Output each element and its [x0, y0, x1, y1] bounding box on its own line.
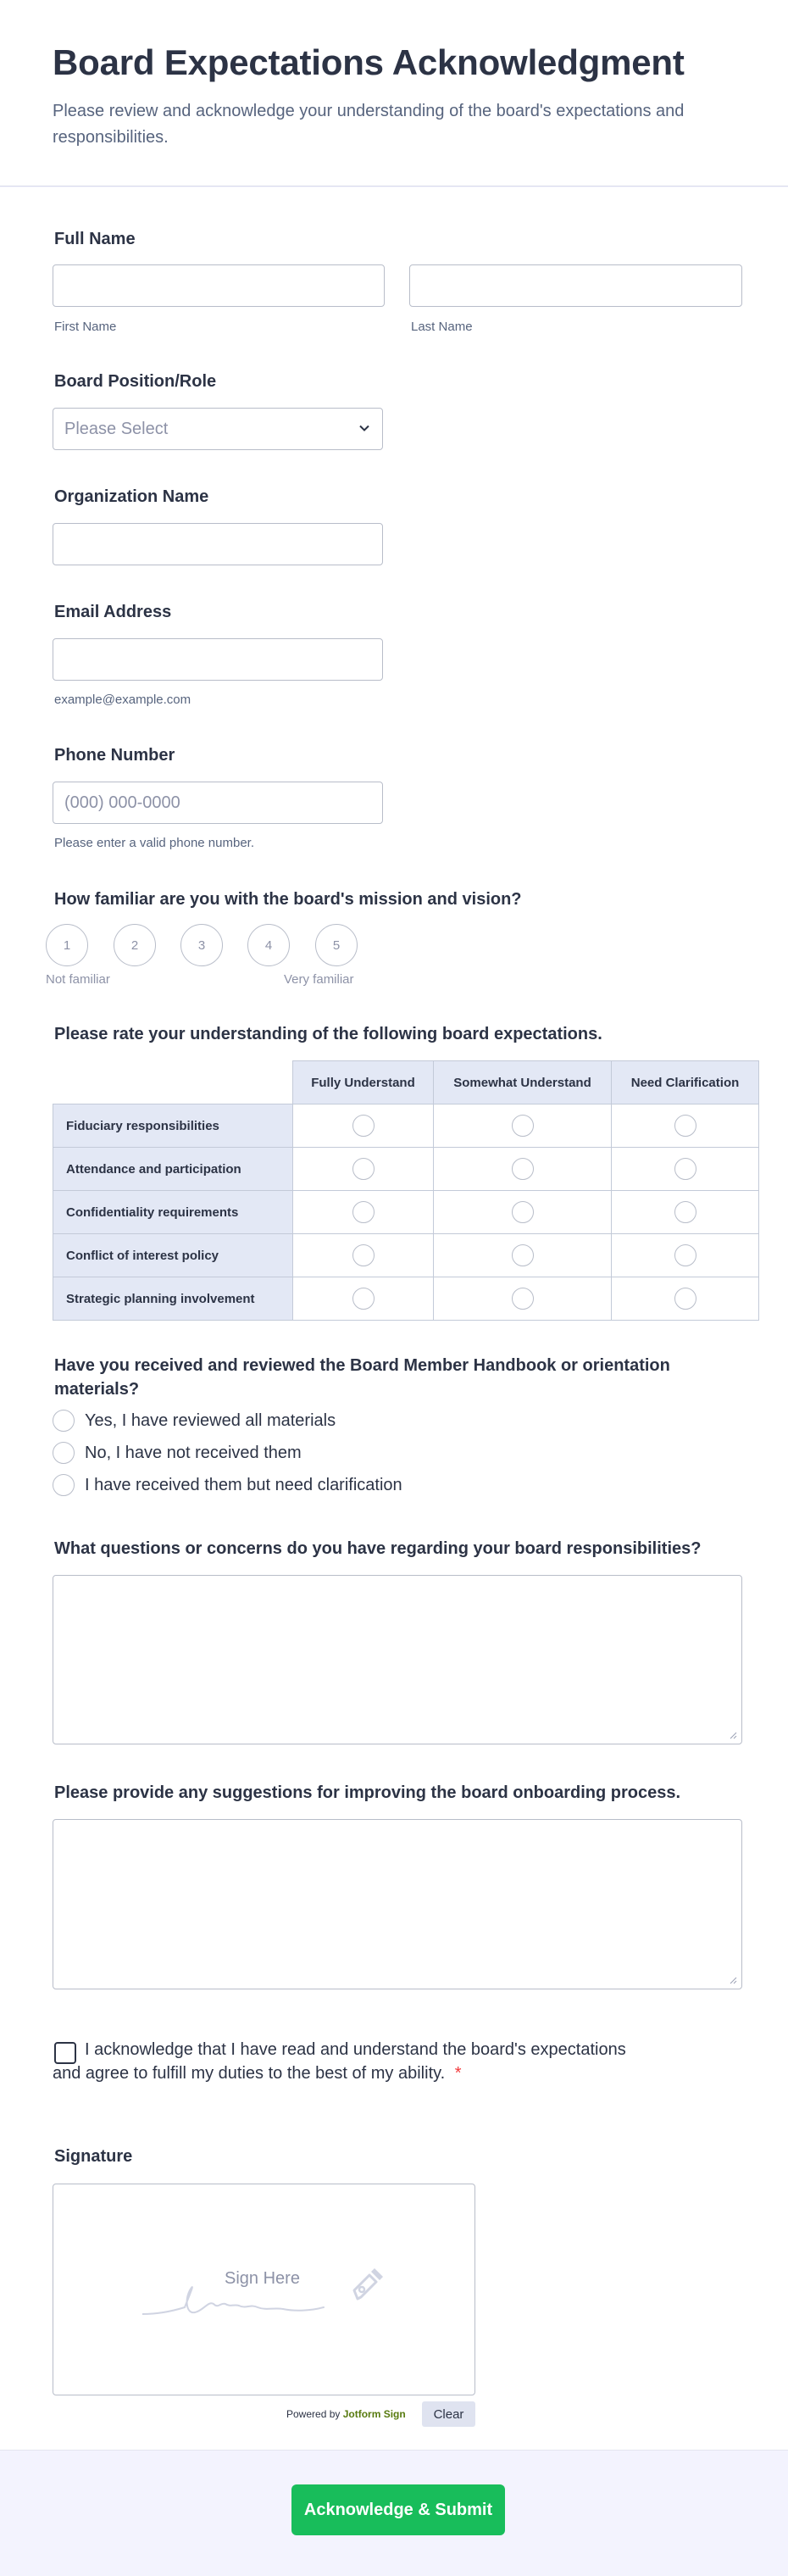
matrix-corner	[53, 1061, 293, 1104]
rating-option-5[interactable]: 5	[315, 924, 358, 966]
handbook-radio[interactable]	[53, 1474, 75, 1496]
rating-option-3[interactable]: 3	[180, 924, 223, 966]
signature-pad[interactable]	[53, 2184, 475, 2395]
form-footer	[0, 2450, 788, 2576]
phone-placeholder: (000) 000-0000	[64, 793, 180, 812]
last-name-sublabel: Last Name	[411, 320, 473, 334]
acknowledge-checkbox[interactable]	[54, 2042, 76, 2064]
matrix-row-label: Attendance and participation	[53, 1148, 293, 1191]
handbook-option-label: No, I have not received them	[85, 1443, 302, 1462]
acknowledge-text-line1: I acknowledge that I have read and understand the board's expectations	[85, 2040, 626, 2059]
acknowledge-text-line2-wrap	[53, 2064, 462, 2084]
matrix-label: Please rate your understanding of the following board expectations.	[54, 1025, 602, 1043]
matrix-radio[interactable]	[512, 1244, 534, 1266]
matrix-row	[53, 1104, 759, 1148]
matrix-row-label: Conflict of interest policy	[53, 1234, 293, 1277]
matrix-radio[interactable]	[352, 1288, 375, 1310]
handbook-option[interactable]	[53, 1474, 402, 1496]
acknowledge-text-line2: and agree to fulfill my duties to the best of my ability.	[53, 2064, 446, 2083]
matrix-col-header: Somewhat Understand	[434, 1061, 612, 1104]
matrix-radio[interactable]	[352, 1158, 375, 1180]
signature-label: Signature	[54, 2147, 133, 2166]
organization-label: Organization Name	[54, 487, 209, 506]
email-input[interactable]	[53, 638, 383, 681]
handbook-option[interactable]	[53, 1410, 336, 1432]
handbook-radio[interactable]	[53, 1442, 75, 1464]
required-mark: *	[454, 2064, 462, 2083]
matrix-radio[interactable]	[674, 1158, 696, 1180]
handbook-option-label: I have received them but need clarification	[85, 1475, 402, 1494]
position-placeholder: Please Select	[64, 419, 169, 438]
matrix-radio[interactable]	[674, 1244, 696, 1266]
first-name-sublabel: First Name	[54, 320, 117, 334]
suggestions-label: Please provide any suggestions for improving the board onboarding process.	[54, 1783, 681, 1802]
submit-button[interactable]: Acknowledge & Submit	[291, 2484, 505, 2535]
handbook-radio[interactable]	[53, 1410, 75, 1432]
handbook-option-label: Yes, I have reviewed all materials	[85, 1410, 336, 1430]
matrix-row	[53, 1191, 759, 1234]
rating-option-1[interactable]: 1	[46, 924, 88, 966]
clear-signature-button[interactable]: Clear	[422, 2401, 475, 2427]
matrix-row	[53, 1234, 759, 1277]
email-sublabel: example@example.com	[54, 693, 191, 707]
full-name-label: Full Name	[54, 230, 136, 248]
handbook-option[interactable]	[53, 1442, 302, 1464]
matrix-row	[53, 1277, 759, 1321]
phone-input[interactable]	[53, 782, 383, 824]
rating-option-2[interactable]: 2	[114, 924, 156, 966]
first-name-input[interactable]	[53, 264, 385, 307]
position-label: Board Position/Role	[54, 372, 217, 391]
matrix-row	[53, 1148, 759, 1191]
last-name-input[interactable]	[409, 264, 742, 307]
email-label: Email Address	[54, 603, 172, 621]
matrix-radio[interactable]	[674, 1201, 696, 1223]
resize-grip-icon[interactable]	[729, 1731, 737, 1739]
signature-placeholder: Sign Here	[225, 2269, 300, 2288]
phone-sublabel: Please enter a valid phone number.	[54, 836, 254, 850]
matrix-col-header: Need Clarification	[612, 1061, 759, 1104]
matrix-col-header: Fully Understand	[293, 1061, 434, 1104]
matrix-radio[interactable]	[674, 1288, 696, 1310]
matrix-row-label: Fiduciary responsibilities	[53, 1104, 293, 1148]
rating-option-4[interactable]: 4	[247, 924, 290, 966]
phone-label: Phone Number	[54, 746, 175, 765]
matrix-radio[interactable]	[352, 1244, 375, 1266]
handbook-label: Have you received and reviewed the Board Member Handbook or orientation materials?	[54, 1356, 670, 1399]
matrix-row-label: Strategic planning involvement	[53, 1277, 293, 1321]
familiarity-label: How familiar are you with the board's mission and vision?	[54, 890, 522, 909]
form-body	[0, 187, 788, 2451]
matrix-radio[interactable]	[352, 1201, 375, 1223]
rating-high-label: Very familiar	[284, 972, 354, 987]
jotform-sign-brand[interactable]: Jotform Sign	[342, 2408, 406, 2420]
matrix-radio[interactable]	[512, 1115, 534, 1137]
chevron-down-icon	[358, 422, 370, 434]
questions-textarea[interactable]	[53, 1575, 742, 1744]
matrix-radio[interactable]	[352, 1115, 375, 1137]
matrix-radio[interactable]	[674, 1115, 696, 1137]
powered-by	[286, 2408, 406, 2420]
matrix-row-label: Confidentiality requirements	[53, 1191, 293, 1234]
resize-grip-icon[interactable]	[729, 1976, 737, 1984]
rating-matrix	[53, 1060, 759, 1321]
form-description: Please review and acknowledge your understanding of the board's expectations and responsibilities.	[53, 102, 685, 147]
powered-by-text: Powered by	[286, 2408, 341, 2420]
rating-low-label: Not familiar	[46, 972, 110, 987]
form-header	[0, 0, 788, 186]
pen-icon	[346, 2265, 386, 2306]
form-title: Board Expectations Acknowledgment	[53, 42, 685, 82]
matrix-radio[interactable]	[512, 1158, 534, 1180]
questions-label: What questions or concerns do you have regarding your board responsibilities?	[54, 1539, 702, 1558]
matrix-radio[interactable]	[512, 1201, 534, 1223]
organization-input[interactable]	[53, 523, 383, 565]
matrix-radio[interactable]	[512, 1288, 534, 1310]
position-select[interactable]	[53, 408, 383, 450]
suggestions-textarea[interactable]	[53, 1819, 742, 1989]
